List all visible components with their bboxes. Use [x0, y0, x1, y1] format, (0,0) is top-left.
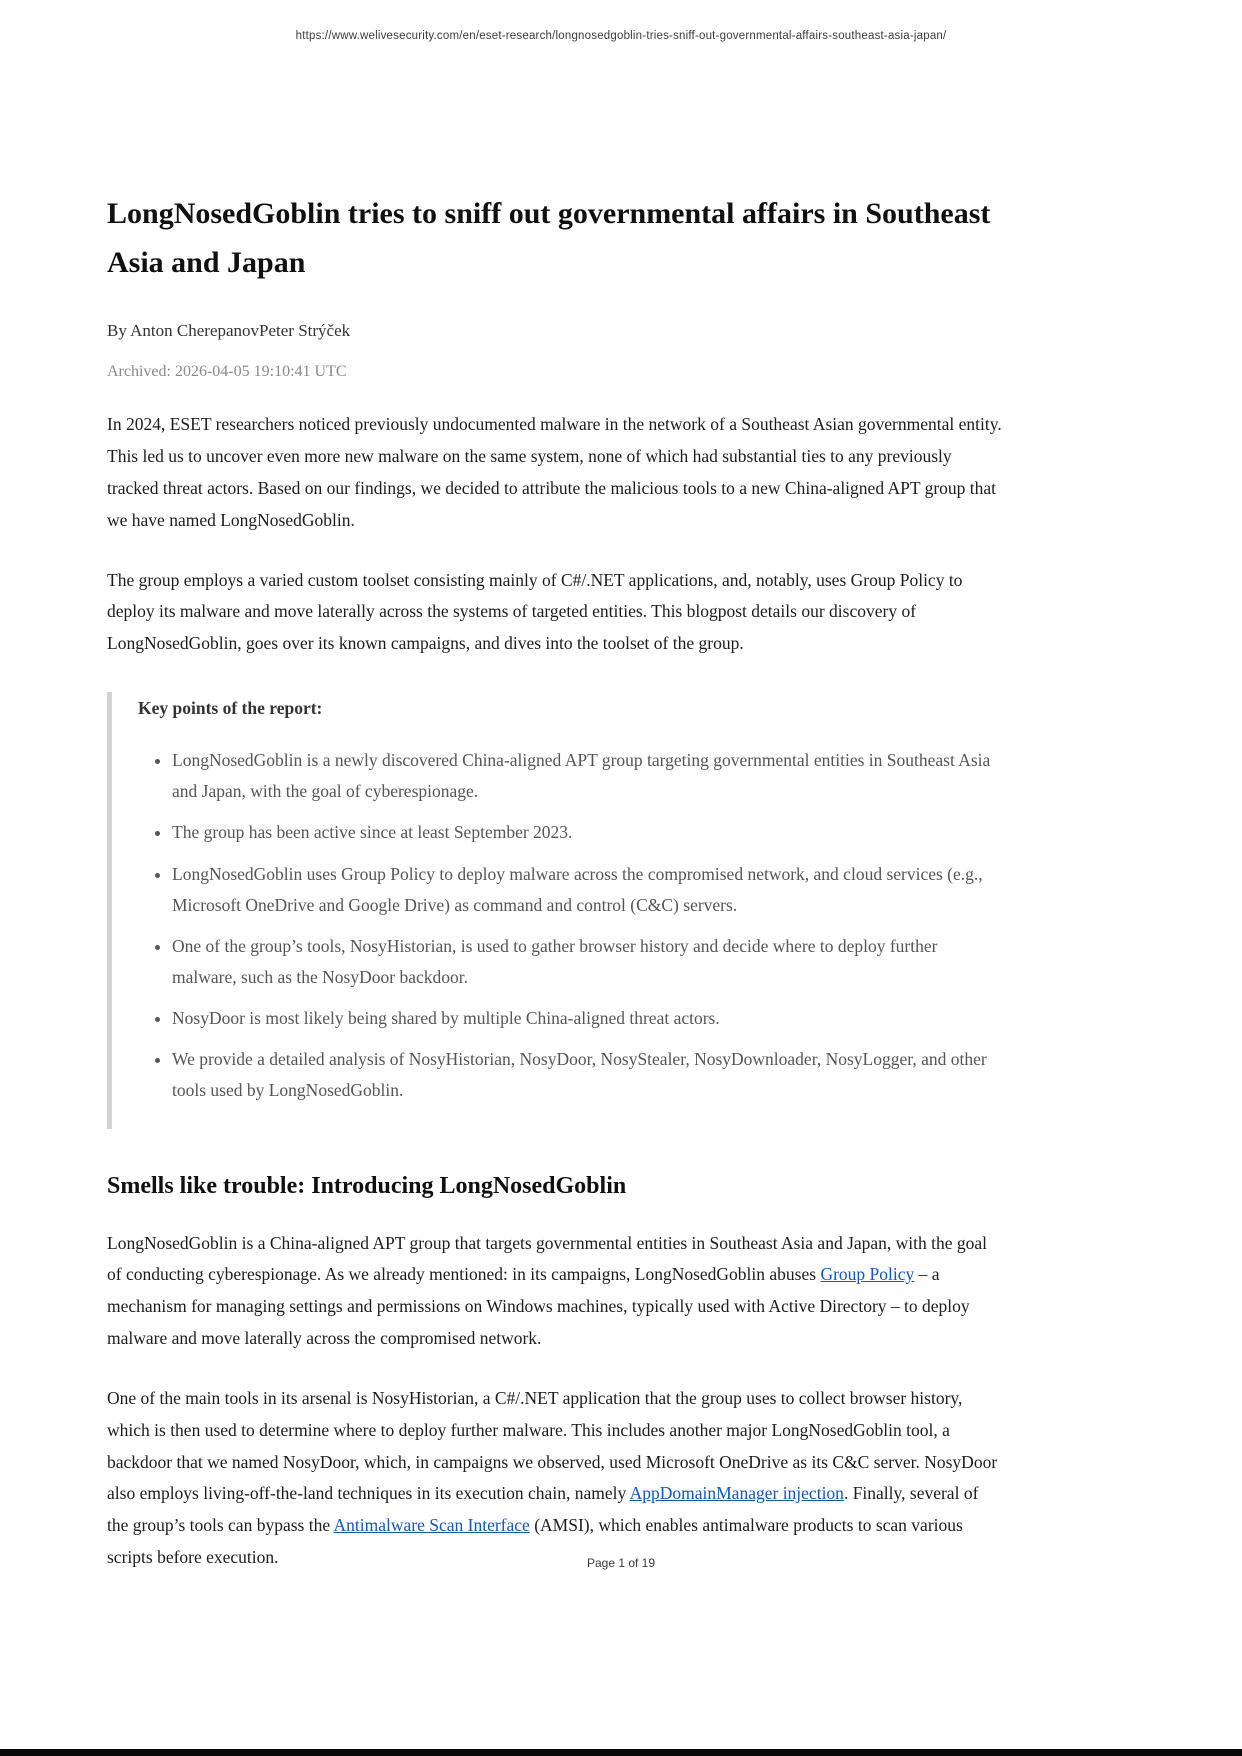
group-policy-link[interactable]: Group Policy — [820, 1264, 915, 1285]
section-paragraph — [107, 1228, 1004, 1355]
paragraph-text: One of the main tools in its arsenal is NosyHistorian, a C#/.NET application that the group uses to collect browser history, which is then used to determine where to deploy further malware. This includes another major LongNosedGoblin tool, a backdoor that we named NosyDoor, which, in campaigns we observed, used Microsoft OneDrive as its C&C server. NosyDoor also employs living-off-the-land techniques in its execution chain, namely — [107, 1387, 998, 1504]
key-point-item: • The group has been active since at least September 2023. — [172, 817, 1004, 848]
article-title: LongNosedGoblin tries to sniff out governmental affairs in Southeast Asia and Japan — [107, 197, 991, 279]
key-points-list — [138, 745, 1004, 1106]
paragraph-text: (AMSI), which enables antimalware products to scan various scripts before execution. — [107, 1515, 963, 1568]
byline: By Anton CherepanovPeter Strýček — [107, 321, 351, 341]
key-point-item: • We provide a detailed analysis of NosyHistorian, NosyDoor, NosyStealer, NosyDownloader, NosyLogger, and other tools used by LongNosedGoblin. — [172, 1044, 1004, 1106]
intro-paragraph: The group employs a varied custom toolset consisting mainly of C#/.NET applications, and, notably, uses Group Policy to deploy its malware and move laterally across the systems of targeted entities. This blogpost details our discovery of LongNosedGoblin, goes over its known campaigns, and dives into the toolset of the group. — [107, 569, 963, 654]
paragraph-text: LongNosedGoblin is a China-aligned APT group that targets governmental entities in Southeast Asia and Japan, with the goal of conducting cyberespionage. As we already mentioned: in its campaigns, LongNosedGoblin abuses — [107, 1232, 988, 1285]
page-number: Page 1 of 19 — [586, 1556, 656, 1570]
paragraph-text: – a mechanism for managing settings and permissions on Windows machines, typically used with Active Directory – to deploy malware and move laterally across the compromised network. — [107, 1264, 970, 1349]
section-paragraph — [107, 1383, 1004, 1574]
page-bottom-edge — [0, 1749, 1242, 1756]
article-body — [107, 190, 1004, 1574]
intro-paragraph: In 2024, ESET researchers noticed previously undocumented malware in the network of a Southeast Asian governmental entity. This led us to uncover even more new malware on the same system, none of which had substantial ties to any previously tracked threat actors. Based on our findings, we decided to attribute the malicious tools to a new China-aligned APT group that we have named LongNosedGoblin. — [107, 414, 1002, 530]
archived-timestamp: Archived: 2026-04-05 19:10:41 UTC — [107, 363, 347, 381]
key-points-heading: Key points of the report: — [138, 698, 323, 719]
paragraph-text: . Finally, several of the group’s tools can bypass the — [107, 1483, 979, 1536]
key-point-item: • One of the group’s tools, NosyHistorian, is used to gather browser history and decide where to deploy further malware, such as the NosyDoor backdoor. — [172, 931, 1004, 993]
appdomainmanager-injection-link[interactable]: AppDomainManager injection — [629, 1483, 844, 1504]
source-url: https://www.welivesecurity.com/en/eset-research/longnosedgoblin-tries-sniff-out-governmental-affairs-southeast-asia-japan/ — [295, 30, 947, 42]
section-heading: Smells like trouble: Introducing LongNosedGoblin — [107, 1172, 627, 1199]
antimalware-scan-interface-link[interactable]: Antimalware Scan Interface — [333, 1515, 530, 1536]
key-point-item: • LongNosedGoblin is a newly discovered China-aligned APT group targeting governmental entities in Southeast Asia and Japan, with the goal of cyberespionage. — [172, 745, 1004, 807]
key-point-item: • LongNosedGoblin uses Group Policy to deploy malware across the compromised network, and cloud services (e.g., Microsoft OneDrive and Google Drive) as command and control (C&C) servers. — [172, 859, 1004, 921]
key-point-item: • NosyDoor is most likely being shared by multiple China-aligned threat actors. — [172, 1003, 1004, 1034]
key-points-callout — [107, 692, 1004, 1128]
